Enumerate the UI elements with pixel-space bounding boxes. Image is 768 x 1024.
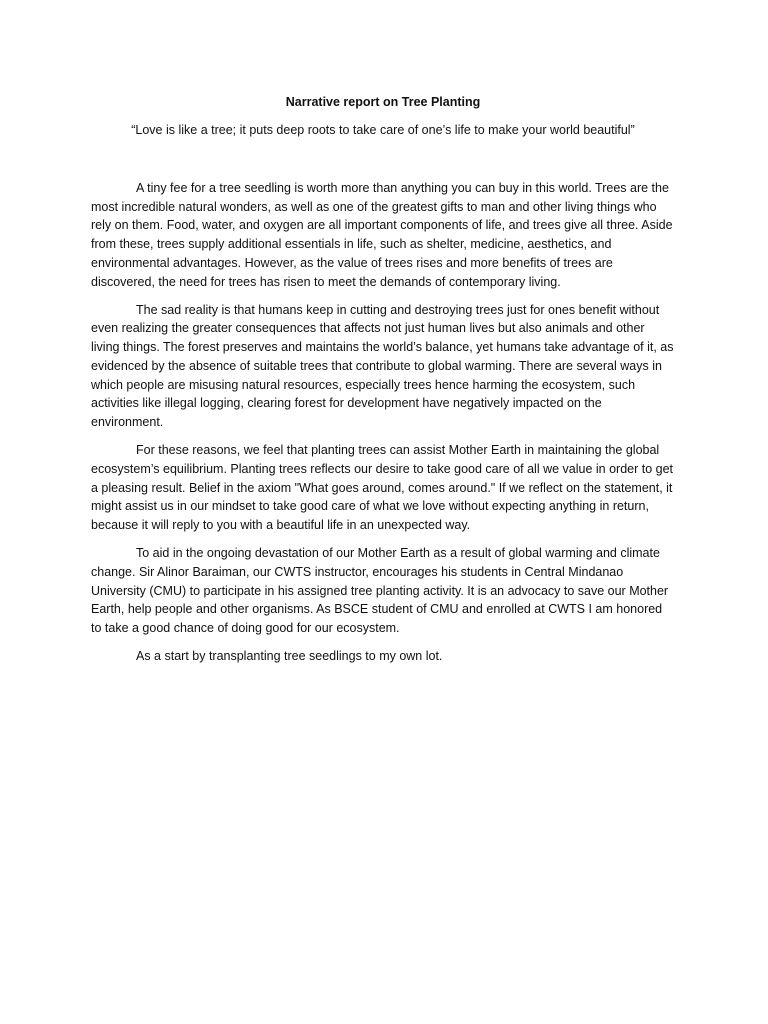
paragraph-3: For these reasons, we feel that planting trees can assist Mother Earth in maintaining the global ecosystem’s equilibrium. Planting trees reflects our desire to take good care of all we value in order to get a pleasing result. Belief in the axiom "What goes around, comes around." If we reflect on the statement, it might assist us in our mindset to take good care of what we love without expecting anything in return, because it will reply to you with a beautiful life in an unexpected way. [91, 443, 674, 532]
paragraph-2: The sad reality is that humans keep in cutting and destroying trees just for ones benefit without even realizing the greater consequences that affects not just human lives but also animals and other living things. The forest preserves and maintains the world’s balance, yet humans take advantage of it, as evidenced by the absence of suitable trees that contribute to global warming. There are several ways in which people are misusing natural resources, especially trees hence harming the ecosystem, such activities like illegal logging, clearing forest for development have negatively impacted on the environment. [91, 302, 674, 429]
paragraph-1: A tiny fee for a tree seedling is worth more than anything you can buy in this world. Trees are the most incredible natural wonders, as well as one of the greatest gifts to man and other living things who rely on them. Food, water, and oxygen are all important components of life, and trees give all three. Aside from these, trees supply additional essentials in life, such as shelter, medicine, aesthetics, and environmental advantages. However, as the value of trees rises and more benefits of trees are discovered, the need for trees has risen to meet the demands of contemporary living. [91, 181, 673, 289]
document-title: Narrative report on Tree Planting [285, 95, 481, 109]
paragraph-5: As a start by transplanting tree seedlings to my own lot. [136, 649, 443, 664]
document-quote: “Love is like a tree; it puts deep roots to take care of one’s life to make your world beautiful” [131, 123, 635, 137]
document-body [91, 94, 675, 675]
paragraph-4: To aid in the ongoing devastation of our Mother Earth as a result of global warming and climate change. Sir Alinor Baraiman, our CWTS instructor, encourages his students in Central Mindanao University (CMU) to participate in his assigned tree planting activity. It is an advocacy to save our Mother Earth, help people and other organisms. As BSCE student of CMU and enrolled at CWTS I am honored to take a good chance of doing good for our ecosystem. [91, 546, 669, 635]
